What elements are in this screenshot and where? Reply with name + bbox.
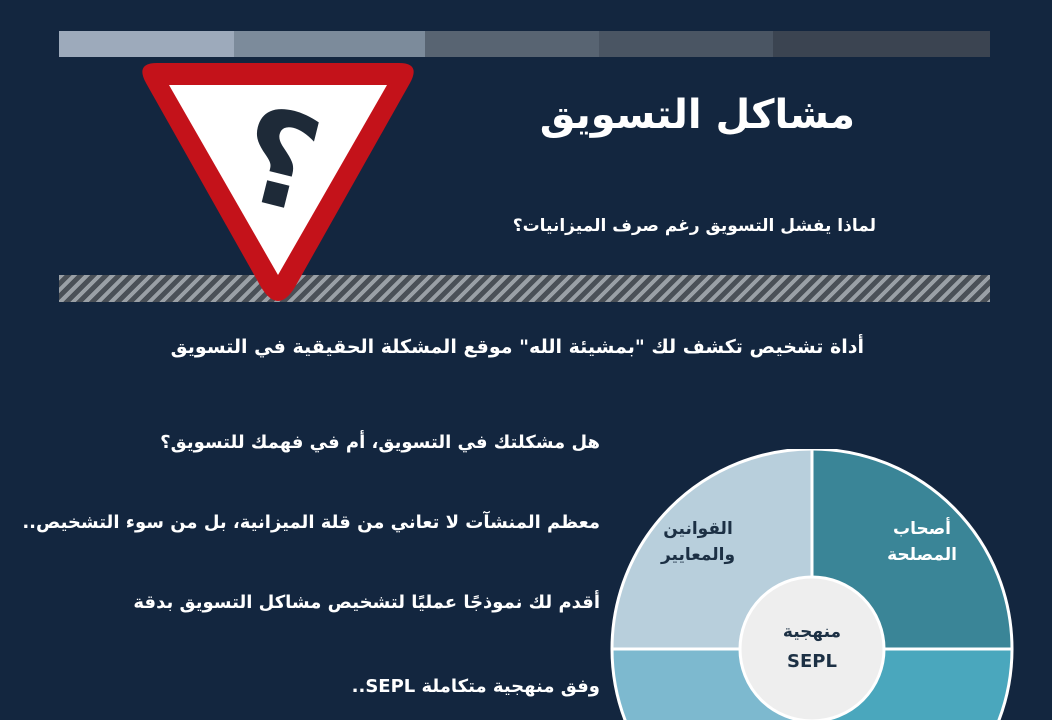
- center-circle: [740, 577, 884, 720]
- point-3: أقدم لك نموذجًا عمليًا لتشخيص مشاكل التسويق بدقة: [133, 592, 600, 613]
- yield-question-sign-icon: [133, 55, 423, 310]
- bar-segment-2: [234, 31, 425, 57]
- quadrant-label-laws-line2: والمعايير: [660, 545, 736, 565]
- center-label-line1: منهجية: [782, 622, 842, 642]
- bar-segment-1: [59, 31, 234, 57]
- bar-segment-3: [425, 31, 599, 57]
- quadrant-label-stakeholders-line2: المصلحة: [887, 545, 957, 565]
- point-2: معظم المنشآت لا تعاني من قلة الميزانية، بل من سوء التشخيص..: [22, 512, 600, 533]
- quadrant-label-stakeholders-line1: أصحاب: [893, 519, 951, 539]
- bar-segment-5: [773, 31, 990, 57]
- quadrant-label-laws-line1: القوانين: [663, 519, 733, 539]
- center-label-line2: SEPL: [787, 651, 837, 672]
- sepl-circle-diagram: [610, 449, 1014, 720]
- point-1: هل مشكلتك في التسويق، أم في فهمك للتسويق؟: [160, 432, 600, 453]
- bar-segment-4: [599, 31, 773, 57]
- tagline: أداة تشخيص تكشف لك "بمشيئة الله" موقع المشكلة الحقيقية في التسويق: [170, 336, 864, 358]
- question-mark-glyph: ؟: [224, 77, 335, 244]
- page-title: مشاكل التسويق: [539, 92, 855, 138]
- page-subtitle: لماذا يفشل التسويق رغم صرف الميزانيات؟: [512, 216, 876, 236]
- point-4: وفق منهجية متكاملة SEPL..: [351, 676, 600, 697]
- top-decorative-bar: [59, 31, 990, 57]
